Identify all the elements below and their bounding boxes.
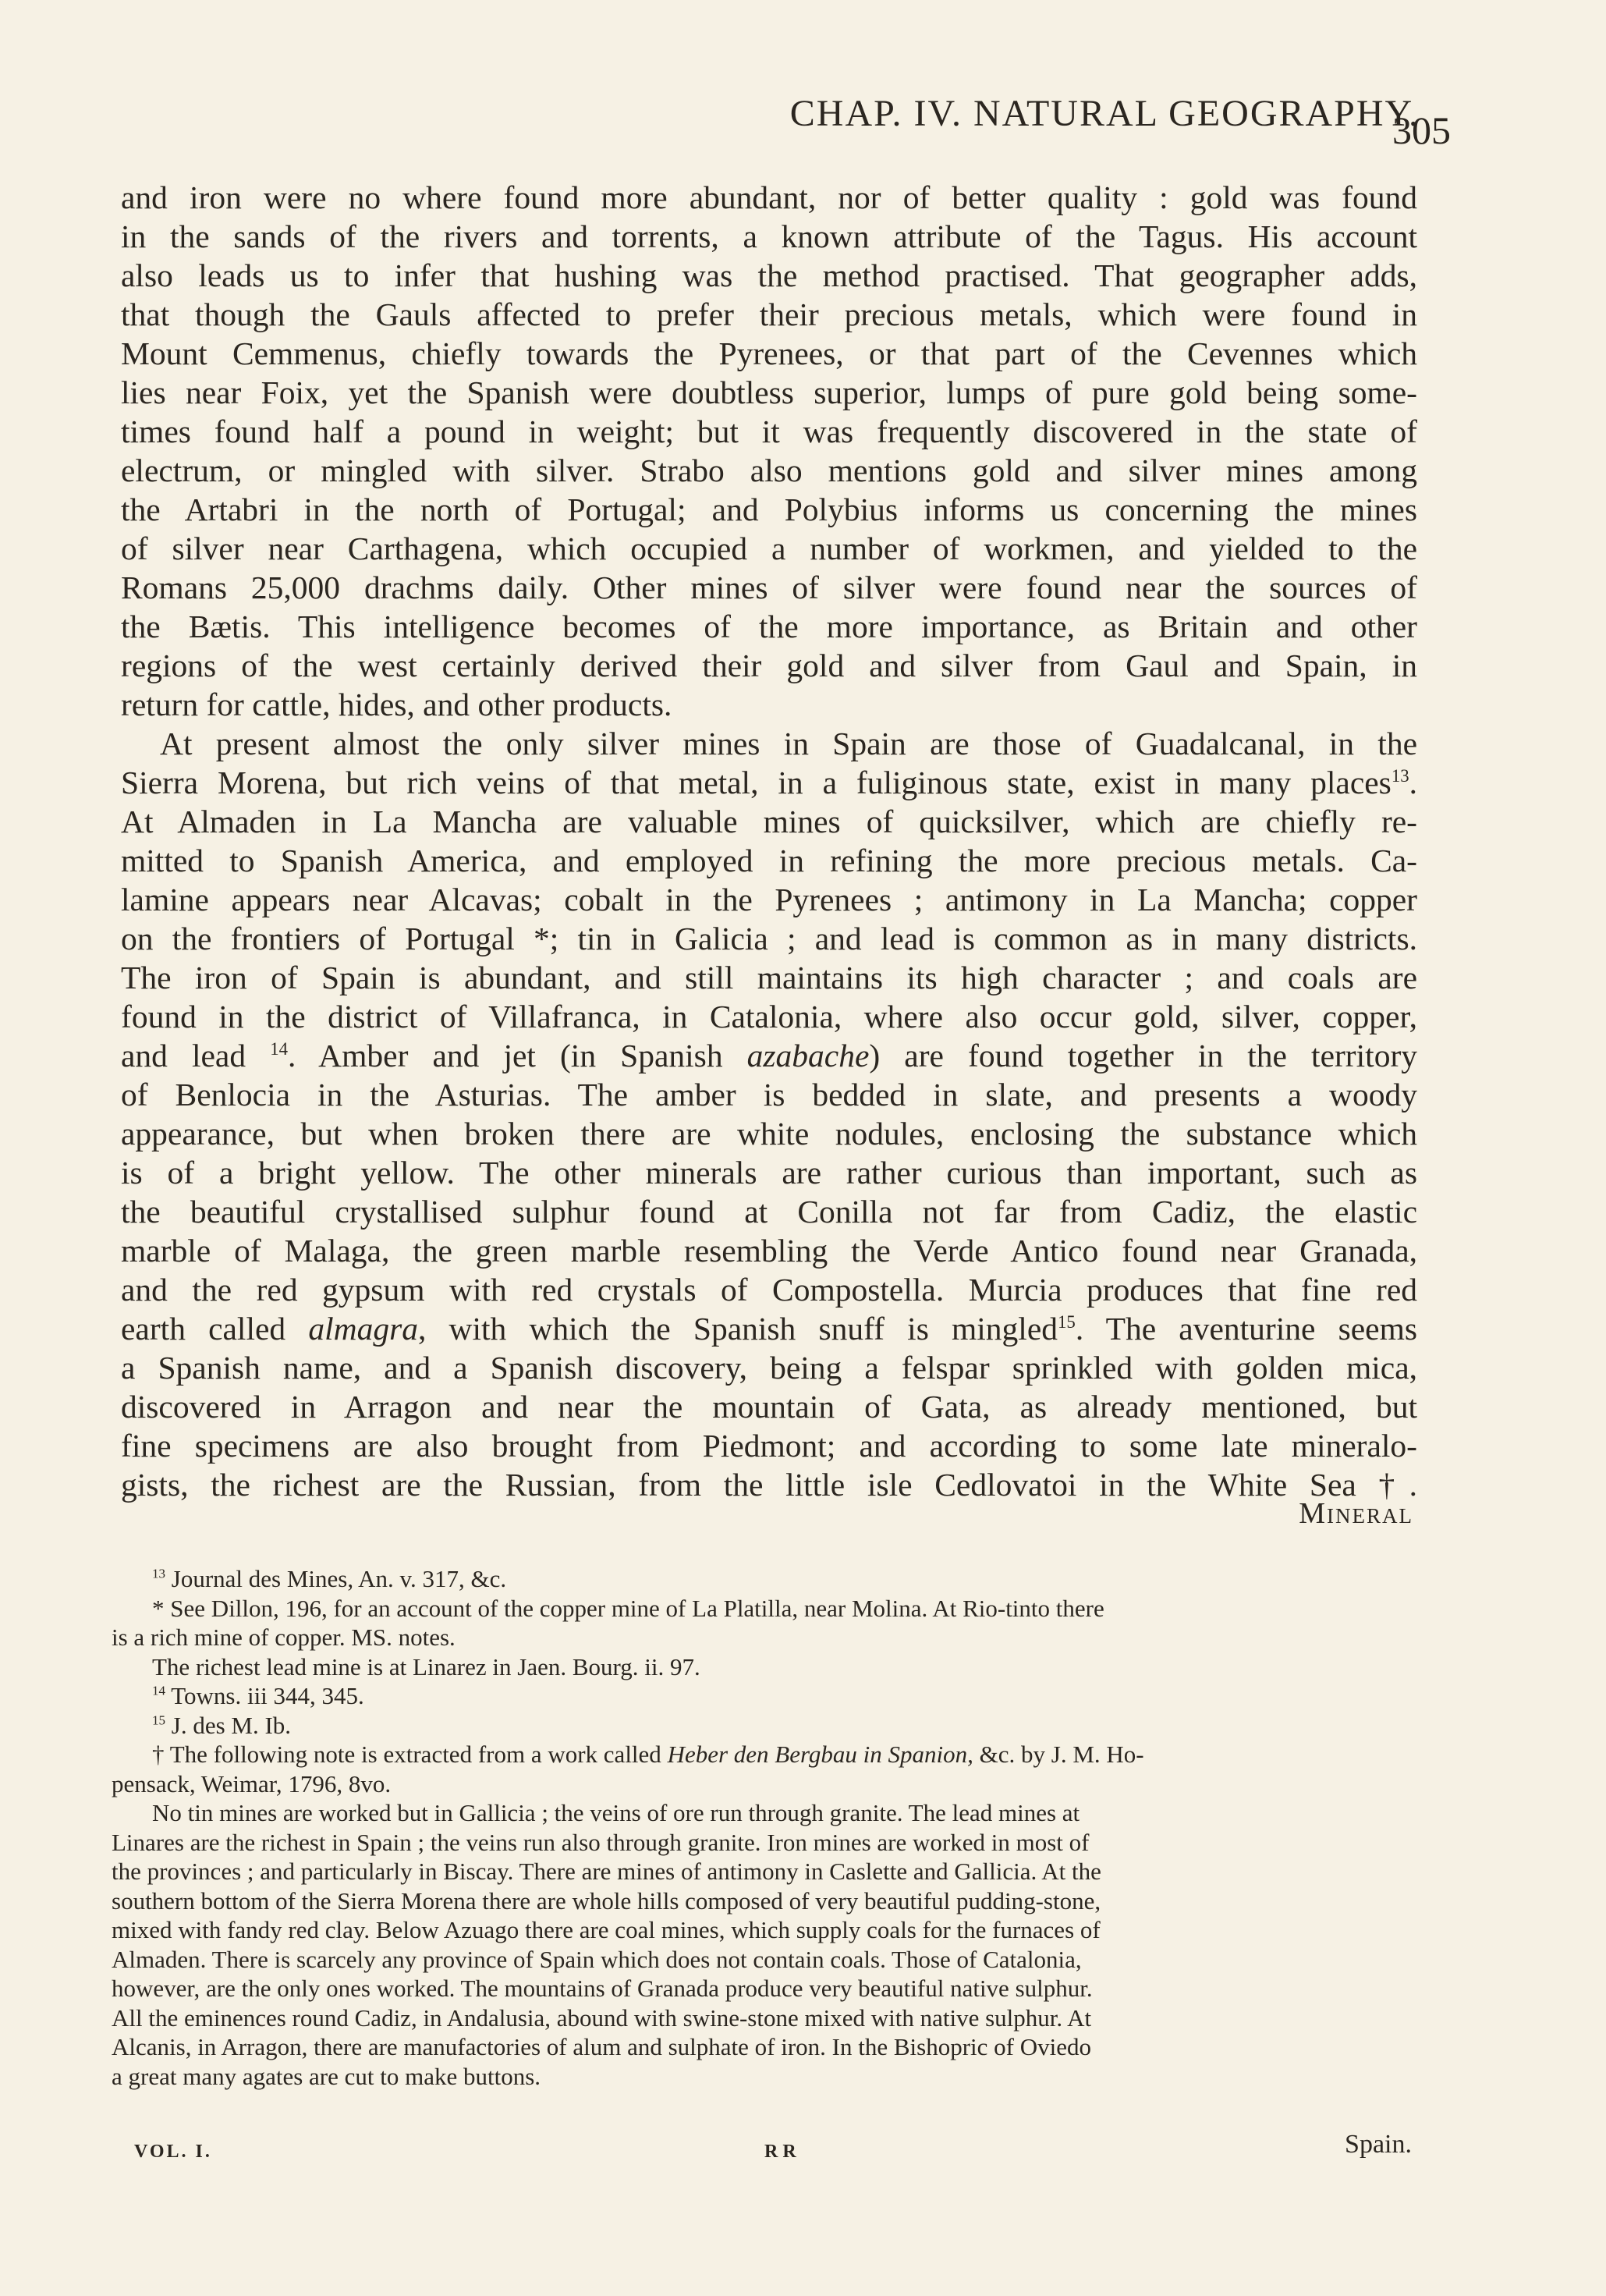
footnote-catchword: Spain. [1345,2130,1412,2159]
footnote: however, are the only ones worked. The mountains of Granada produce very beautiful native sulphur. [112,1975,1093,2002]
footnote-mark: 14 [152,1683,166,1698]
body-line: gists, the richest are the Russian, from the little isle Cedlovatoi in the White Sea †. [121,1467,1417,1503]
footnote: Almaden. There is scarcely any province of Spain which does not contain coals. Those of Catalonia, [112,1945,1082,1973]
body-line: on the frontiers of Portugal *; tin in Galicia ; and lead is common as in many districts. [121,921,1417,956]
body-line: mitted to Spanish America, and employed in refining the more precious metals. Ca- [121,843,1417,878]
body-line: At present almost the only silver mines in Spain are those of Guadalcanal, in the [160,726,1417,761]
body-line: also leads us to infer that hushing was the method practised. That geographer adds, [121,257,1417,293]
signature-mark: R R [764,2142,796,2162]
italic-term: almagra [308,1311,418,1347]
body-line: the Artabri in the north of Portugal; and Polybius informs us concerning the mines [121,491,1417,527]
footnote: the provinces ; and particularly in Biscay. There are mines of antimony in Caslette and Gallicia. At the [112,1858,1101,1885]
body-line: of silver near Carthagena, which occupied a number of workmen, and yielded to the [121,531,1417,566]
catchword: Mineral [1299,1497,1413,1530]
body-line [121,1309,1417,1348]
body-line: found in the district of Villafranca, in Catalonia, where also occur gold, silver, copper, [121,999,1417,1034]
body-line: in the sands of the rivers and torrents, a known attribute of the Tagus. His account [121,218,1417,254]
body-line-text: and lead [121,1038,246,1073]
body-line-text: . The aventurine seems [1075,1311,1417,1347]
footnote [112,1740,1417,1769]
footnote: a great many agates are cut to make buttons. [112,2062,541,2090]
footnote-text: Journal des Mines, An. v. 317, &c. [171,1565,507,1592]
body-line-text: ) are found together in the territory [869,1038,1418,1073]
footnote-text: &c. by J. M. Ho- [979,1741,1144,1768]
footnote [112,1564,1417,1594]
footnote: Linares are the richest in Spain ; the veins run also through granite. Iron mines are worked in most of [112,1828,1090,1856]
body-line: of Benlocia in the Asturias. The amber is bedded in slate, and presents a woody [121,1077,1417,1113]
body-line: fine specimens are also brought from Piedmont; and according to some late mineralo- [121,1428,1417,1464]
footnote [112,1681,1417,1711]
volume-mark: VOL. I. [134,2142,212,2162]
body-line-text: , with which the Spanish snuff is mingled [417,1311,1058,1347]
body-line: times found half a pound in weight; but it was frequently discovered in the state of [121,413,1417,449]
footnote: No tin mines are worked but in Gallicia ; the veins of ore run through granite. The lead mines at [152,1799,1080,1826]
body-line [121,1036,1417,1075]
body-line: and iron were no where found more abundant, nor of better quality : gold was found [121,179,1417,215]
body-line: lies near Foix, yet the Spanish were doubtless superior, lumps of pure gold being some- [121,374,1417,410]
footnote: pensack, Weimar, 1796, 8vo. [112,1769,392,1797]
body-line-text: . Amber and jet (in Spanish [288,1038,723,1073]
body-line: electrum, or mingled with silver. Strabo also mentions gold and silver mines among [121,452,1417,488]
footnote: mixed with fandy red clay. Below Azuago there are coal mines, which supply coals for the furnaces of [112,1916,1101,1943]
body-line: Mount Cemmenus, chiefly towards the Pyrenees, or that part of the Cevennes which [121,335,1417,371]
footnote-ref: 15 [1058,1312,1076,1333]
footnote-text: J. des M. Ib. [171,1711,292,1739]
body-text [121,178,1417,1504]
footnote: is a rich mine of copper. MS. notes. [112,1624,456,1651]
footnote: All the eminences round Cadiz, in Andalusia, abound with swine-stone mixed with native sulphur. At [112,2003,1092,2032]
body-line: lamine appears near Alcavas; cobalt in the Pyrenees ; antimony in La Mancha; copper [121,882,1417,917]
footnote-mark: 15 [152,1712,166,1728]
body-line [121,763,1417,802]
body-line: Romans 25,000 drachms daily. Other mines of silver were found near the sources of [121,570,1417,605]
body-line: and the red gypsum with red crystals of Compostella. Murcia produces that fine red [121,1272,1417,1308]
footnote-mark: 13 [152,1566,166,1581]
body-line: discovered in Arragon and near the mountain of Gata, as already mentioned, but [121,1389,1417,1425]
body-line-text: earth called [121,1311,286,1347]
body-line: is of a bright yellow. The other minerals are rather curious than important, such as [121,1155,1417,1191]
body-line: appearance, but when broken there are white nodules, enclosing the substance which [121,1116,1417,1152]
body-line: a Spanish name, and a Spanish discovery, being a felspar sprinkled with golden mica, [121,1350,1417,1386]
body-line: the beautiful crystallised sulphur found at Conilla not far from Cadiz, the elastic [121,1194,1417,1230]
body-line: return for cattle, hides, and other products. [121,687,672,722]
footnote-text: † The following note is extracted from a work called [152,1741,661,1768]
body-line: The iron of Spain is abundant, and still maintains its high character ; and coals are [121,960,1417,995]
footnote: Alcanis, in Arragon, there are manufactories of alum and sulphate of iron. In the Bishopric of Oviedo [112,2033,1091,2060]
footnote: The richest lead mine is at Linarez in Jaen. Bourg. ii. 97. [152,1652,700,1680]
italic-title: Heber den Bergbau in Spanion, [667,1741,973,1768]
body-line-text: . [1409,765,1417,800]
body-line: marble of Malaga, the green marble resembling the Verde Antico found near Granada, [121,1233,1417,1269]
italic-term: azabache [746,1038,870,1073]
footnote: * See Dillon, 196, for an account of the copper mine of La Platilla, near Molina. At Rio-tinto there [152,1594,1104,1622]
page-number: 305 [1392,108,1451,152]
body-line: that though the Gauls affected to prefer their precious metals, which were found in [121,296,1417,332]
body-line: the Bætis. This intelligence becomes of the more importance, as Britain and other [121,609,1417,644]
footnote: southern bottom of the Sierra Morena there are whole hills composed of very beautiful pudding-stone, [112,1886,1101,1915]
running-head: CHAP. IV. NATURAL GEOGRAPHY. [789,93,1420,134]
body-line-text: Sierra Morena, but rich veins of that metal, in a fuliginous state, exist in many places [121,765,1392,800]
footnote-ref: 13 [1391,766,1409,786]
footnote-text: Towns. iii 344, 345. [171,1682,364,1709]
footnote [112,1711,1417,1741]
body-line: regions of the west certainly derived their gold and silver from Gaul and Spain, in [121,648,1417,683]
footnote-ref: 14 [270,1039,288,1059]
body-line: At Almaden in La Mancha are valuable mines of quicksilver, which are chiefly re- [121,804,1417,839]
footnotes [112,1564,1417,2091]
